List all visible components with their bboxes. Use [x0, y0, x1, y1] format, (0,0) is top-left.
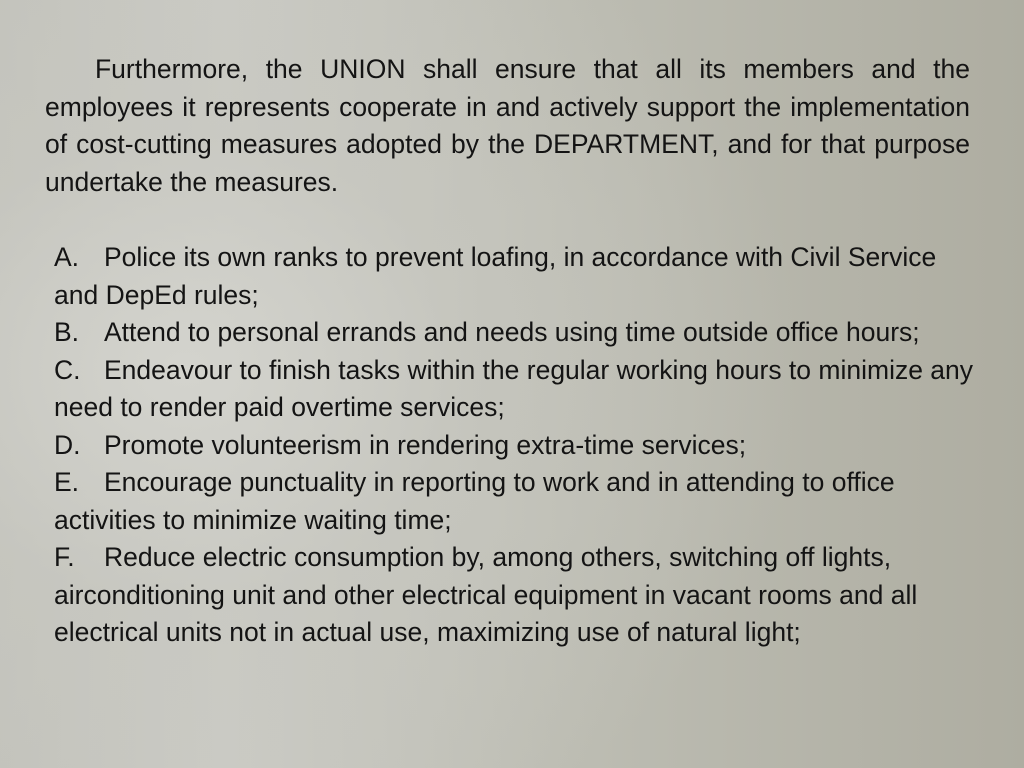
- item-letter: A.: [54, 242, 80, 272]
- item-letter: D.: [54, 429, 81, 460]
- item-text: Police its own ranks to prevent loafing, in accordance with Civil Service and DepEd rules;: [54, 242, 937, 310]
- item-text: Reduce electric consumption by, among others, switching off lights, airconditioning unit and other electrical equipment in vacant rooms and all electrical units not in actual use, maximizing use of natural light;: [54, 542, 918, 647]
- list-item: [54, 464, 984, 539]
- item-letter: F.: [54, 542, 75, 572]
- measures-list: [54, 239, 984, 652]
- list-item: [54, 239, 984, 314]
- item-text: Endeavour to finish tasks within the regular working hours to minimize any need to render paid overtime services;: [54, 354, 974, 422]
- intro-paragraph: Furthermore, the UNION shall ensure that all its members and the employees it represents cooperate in and actively support the implementation of cost-cutting measures adopted by the DEPARTMENT, and for that purpose undertake the measures.: [45, 54, 970, 197]
- item-text: Encourage punctuality in reporting to work and in attending to office activities to minimize waiting time;: [54, 467, 895, 535]
- item-letter: E.: [54, 467, 80, 497]
- item-text: Attend to personal errands and needs using time outside office hours;: [104, 317, 920, 347]
- list-item: [54, 427, 984, 465]
- list-item: [54, 352, 984, 427]
- list-item: [54, 314, 984, 352]
- list-item: [54, 539, 984, 652]
- item-letter: B.: [54, 317, 80, 347]
- item-text: Promote volunteerism in rendering extra-time services;: [104, 429, 747, 460]
- item-letter: C.: [54, 354, 81, 385]
